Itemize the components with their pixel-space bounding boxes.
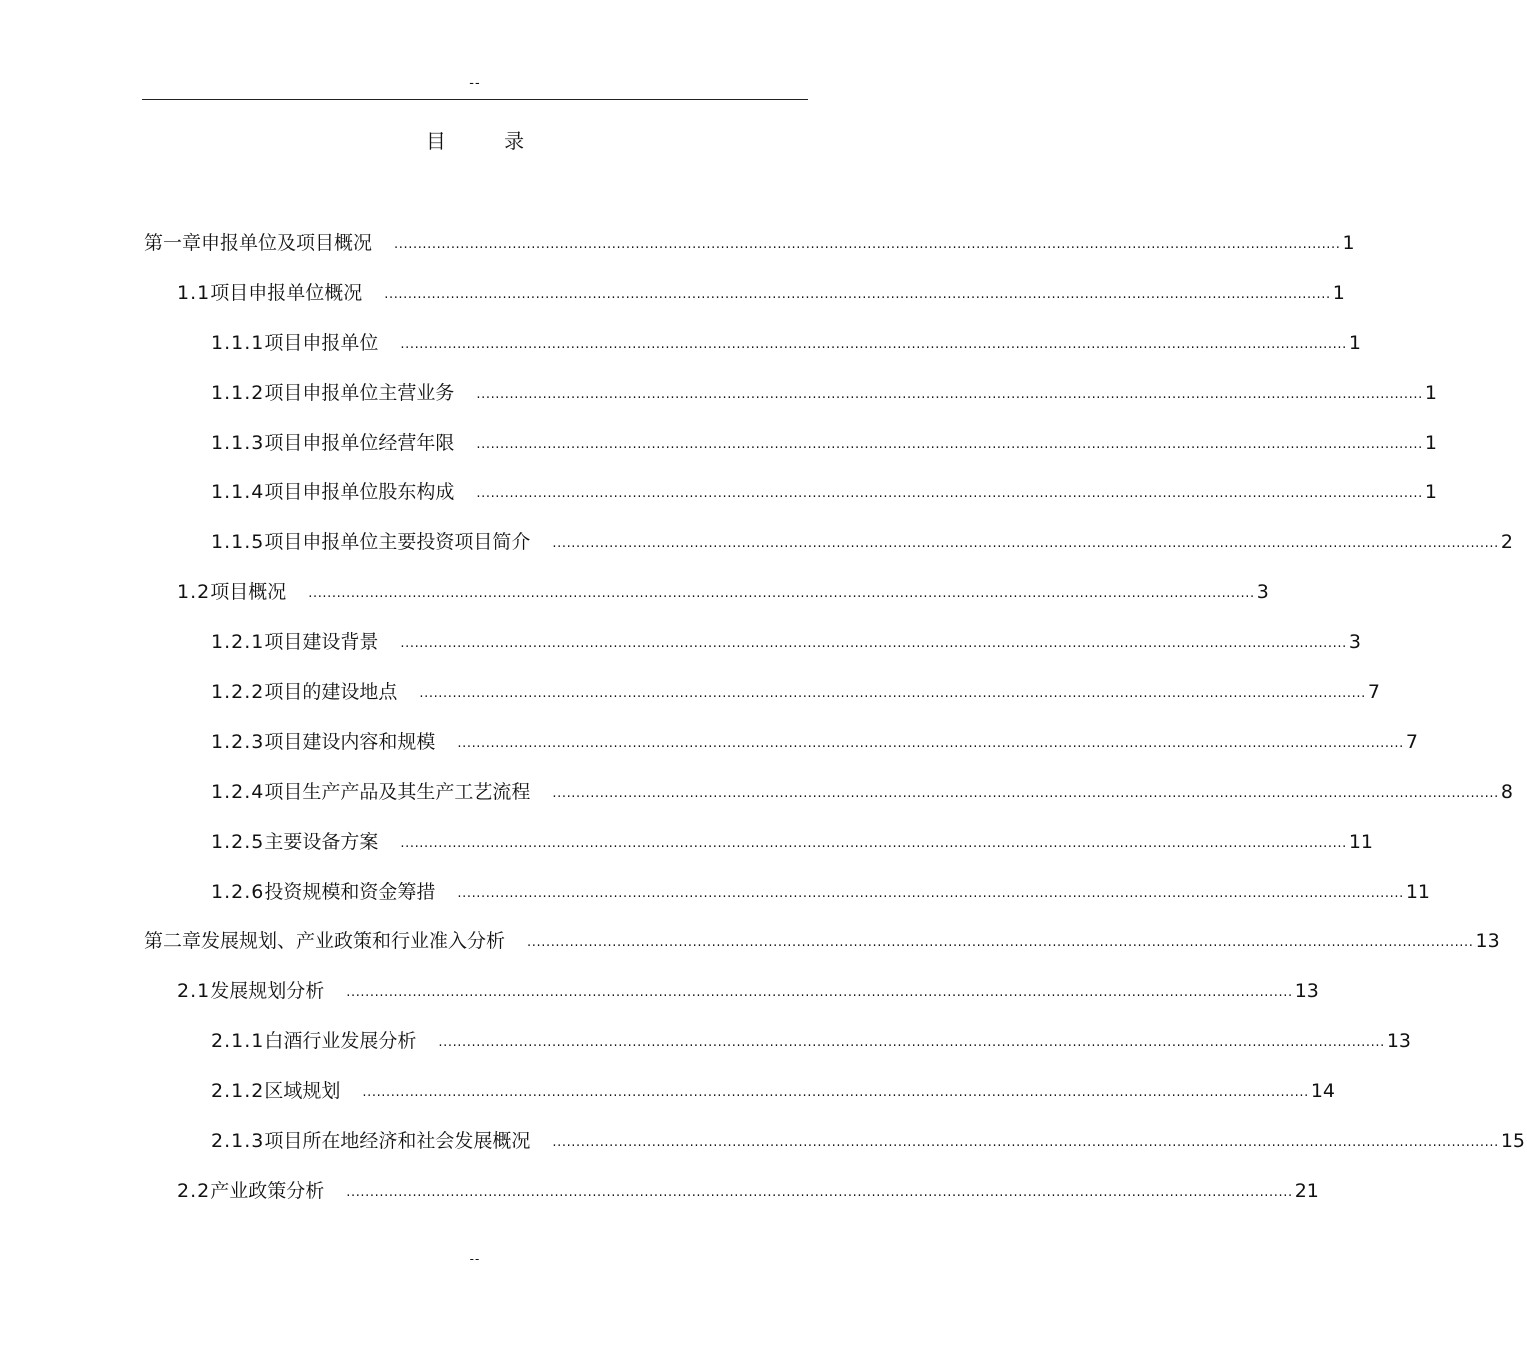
toc-entry-title: 项目申报单位概况 bbox=[210, 281, 363, 304]
toc-entry-title: 产业政策分析 bbox=[210, 1179, 325, 1202]
toc-dot-leader: ........................................................................................................................................................................................................ bbox=[552, 1134, 1499, 1150]
toc-dot-leader: ........................................................................................................................................................................................................ bbox=[346, 985, 1293, 1001]
toc-dot-leader: ........................................................................................................................................................................................................ bbox=[346, 1184, 1293, 1200]
toc-entry-number: 1.1.5 bbox=[211, 531, 265, 554]
toc-dot-leader: ........................................................................................................................................................................................................ bbox=[419, 685, 1366, 701]
toc-entry-page: 13 bbox=[1386, 1030, 1412, 1053]
toc-entry-number: 2.1 bbox=[177, 980, 211, 1003]
toc-dot-leader: ........................................................................................................................................................................................................ bbox=[457, 885, 1404, 901]
toc-entry-number: 2.1.3 bbox=[211, 1129, 265, 1152]
toc-entry[interactable] bbox=[0, 1066, 1336, 1116]
toc-entry-title: 项目申报单位股东构成 bbox=[264, 481, 455, 504]
toc-entry-title: 申报单位及项目概况 bbox=[201, 231, 373, 254]
toc-entry-title: 主要设备方案 bbox=[264, 830, 379, 853]
toc-entry-number: 1.1.2 bbox=[211, 381, 265, 404]
toc-entry[interactable] bbox=[0, 268, 1345, 318]
toc-entry[interactable] bbox=[0, 966, 1319, 1016]
toc-entry-page: 11 bbox=[1348, 830, 1374, 853]
toc-entry[interactable] bbox=[0, 767, 1513, 817]
toc-entry[interactable] bbox=[0, 617, 1361, 667]
toc-entry-number: 1.2.1 bbox=[211, 631, 265, 654]
toc-entry-number: 2.1.1 bbox=[211, 1030, 265, 1053]
toc-entry-title: 项目的建设地点 bbox=[264, 680, 398, 703]
page-header-mark: -- bbox=[469, 76, 481, 91]
toc-dot-leader: ........................................................................................................................................................................................................ bbox=[394, 236, 1341, 252]
toc-dot-leader: ........................................................................................................................................................................................................ bbox=[400, 336, 1347, 352]
toc-entry[interactable] bbox=[0, 667, 1380, 717]
toc-entry-page: 1 bbox=[1424, 381, 1437, 404]
toc-dot-leader: ........................................................................................................................................................................................................ bbox=[552, 536, 1499, 552]
toc-entry-number: 1.1 bbox=[177, 281, 211, 304]
toc-entry-number: 第一章 bbox=[144, 231, 202, 254]
toc-entry-page: 3 bbox=[1348, 631, 1361, 654]
toc-entry-page: 21 bbox=[1294, 1179, 1319, 1202]
toc-entry-title: 项目建设背景 bbox=[264, 631, 379, 654]
toc-entry-page: 8 bbox=[1500, 780, 1513, 803]
toc-entry-page: 1 bbox=[1342, 231, 1355, 254]
toc-dot-leader: ........................................................................................................................................................................................................ bbox=[476, 386, 1423, 402]
toc-entry-title: 项目所在地经济和社会发展概况 bbox=[264, 1129, 531, 1152]
toc-entry-page: 11 bbox=[1405, 880, 1431, 903]
toc-entry[interactable] bbox=[0, 368, 1437, 418]
toc-entry-number: 1.2.5 bbox=[211, 830, 265, 853]
toc-entry-title: 项目建设内容和规模 bbox=[264, 730, 436, 753]
toc-entry[interactable] bbox=[0, 418, 1437, 468]
toc-entry[interactable] bbox=[0, 567, 1269, 617]
toc-entry-title: 投资规模和资金筹措 bbox=[264, 880, 436, 903]
toc-entry-number: 1.2.6 bbox=[211, 880, 265, 903]
toc-entry-page: 1 bbox=[1332, 281, 1345, 304]
toc-dot-leader: ........................................................................................................................................................................................................ bbox=[476, 436, 1423, 452]
toc-dot-leader: ........................................................................................................................................................................................................ bbox=[362, 1085, 1309, 1101]
toc-entry-title: 项目生产产品及其生产工艺流程 bbox=[264, 780, 531, 803]
toc-entry-number: 1.2.3 bbox=[211, 730, 265, 753]
toc-entry-page: 3 bbox=[1256, 581, 1269, 604]
toc-entry[interactable] bbox=[0, 1116, 1526, 1166]
toc-entry[interactable] bbox=[0, 318, 1361, 368]
toc-dot-leader: ........................................................................................................................................................................................................ bbox=[457, 735, 1404, 751]
toc-entry-page: 7 bbox=[1367, 680, 1380, 703]
toc-dot-leader: ........................................................................................................................................................................................................ bbox=[552, 785, 1499, 801]
toc-entry-title: 项目概况 bbox=[210, 581, 287, 604]
toc-entry[interactable] bbox=[0, 517, 1513, 567]
toc-entry[interactable] bbox=[0, 218, 1355, 268]
toc-dot-leader: ........................................................................................................................................................................................................ bbox=[384, 286, 1331, 302]
toc-dot-leader: ........................................................................................................................................................................................................ bbox=[476, 486, 1423, 502]
toc-entry-number: 1.2.4 bbox=[211, 780, 265, 803]
toc-entry-title: 项目申报单位主要投资项目简介 bbox=[264, 531, 531, 554]
toc-entry-page: 1 bbox=[1424, 481, 1437, 504]
toc-entry-number: 2.1.2 bbox=[211, 1080, 265, 1103]
toc-entry-number: 1.2.2 bbox=[211, 680, 265, 703]
page-footer-mark: -- bbox=[469, 1252, 481, 1266]
toc-dot-leader: ........................................................................................................................................................................................................ bbox=[400, 636, 1347, 652]
toc-entry[interactable] bbox=[0, 717, 1418, 767]
toc-entry-page: 14 bbox=[1310, 1080, 1336, 1103]
toc-entry-title: 项目申报单位主营业务 bbox=[264, 381, 455, 404]
toc-title: 目 录 bbox=[425, 129, 551, 153]
toc-entry-title: 发展规划、产业政策和行业准入分析 bbox=[201, 930, 506, 953]
toc-entry-page: 1 bbox=[1424, 431, 1437, 454]
header-rule bbox=[142, 99, 808, 100]
toc-entry-number: 1.2 bbox=[177, 581, 211, 604]
toc-entry-number: 1.1.1 bbox=[211, 331, 265, 354]
toc-entry[interactable] bbox=[0, 817, 1374, 867]
toc-entry[interactable] bbox=[0, 867, 1431, 917]
toc-entry-page: 13 bbox=[1475, 930, 1500, 953]
toc-entry-title: 白酒行业发展分析 bbox=[264, 1030, 417, 1053]
toc-entry-title: 项目申报单位 bbox=[264, 331, 379, 354]
toc-entry-number: 1.1.4 bbox=[211, 481, 265, 504]
toc-entry-page: 1 bbox=[1348, 331, 1361, 354]
toc-entry[interactable] bbox=[0, 916, 1500, 966]
toc-entry-title: 项目申报单位经营年限 bbox=[264, 431, 455, 454]
toc-entry-page: 13 bbox=[1294, 980, 1319, 1003]
toc-entry-number: 1.1.3 bbox=[211, 431, 265, 454]
toc-entry-page: 7 bbox=[1405, 730, 1418, 753]
toc-entry-title: 区域规划 bbox=[264, 1080, 341, 1103]
toc-entry-page: 2 bbox=[1500, 531, 1513, 554]
toc-dot-leader: ........................................................................................................................................................................................................ bbox=[438, 1035, 1385, 1051]
table-of-contents bbox=[0, 218, 1526, 1216]
toc-entry-number: 第二章 bbox=[144, 930, 202, 953]
toc-entry-number: 2.2 bbox=[177, 1179, 211, 1202]
toc-dot-leader: ........................................................................................................................................................................................................ bbox=[527, 935, 1474, 951]
toc-entry-title: 发展规划分析 bbox=[210, 980, 325, 1003]
toc-entry-page: 15 bbox=[1500, 1129, 1526, 1152]
toc-dot-leader: ........................................................................................................................................................................................................ bbox=[400, 835, 1347, 851]
toc-entry[interactable] bbox=[0, 1016, 1412, 1066]
toc-entry[interactable] bbox=[0, 467, 1437, 517]
toc-dot-leader: ........................................................................................................................................................................................................ bbox=[308, 586, 1255, 602]
toc-entry[interactable] bbox=[0, 1166, 1319, 1216]
